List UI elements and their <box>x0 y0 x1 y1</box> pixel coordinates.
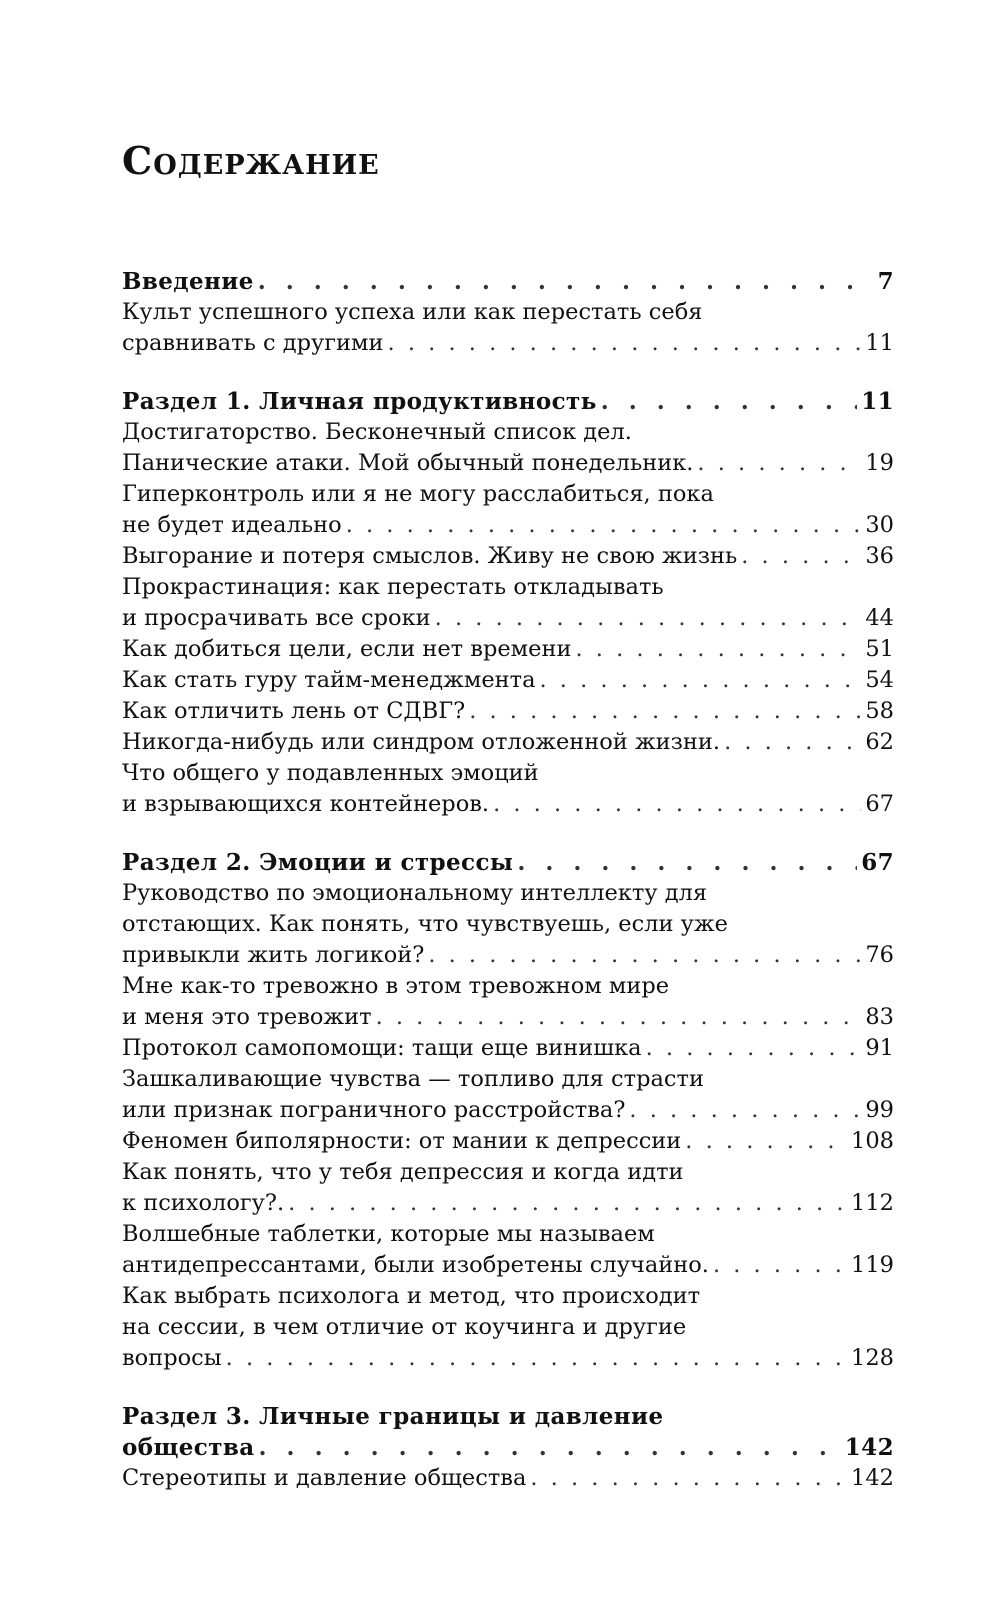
toc-page-number: 11 <box>861 388 894 415</box>
dot-leader <box>646 1033 862 1064</box>
dot-leader <box>469 696 861 727</box>
toc-entry-text: Никогда-нибудь или синдром отложенной жизни. <box>122 729 721 755</box>
dot-leader <box>724 727 861 758</box>
toc-page-number: 51 <box>865 636 894 662</box>
dot-leader <box>685 1126 847 1157</box>
toc-entry-text: Зашкаливающие чувства — топливо для страсти <box>122 1066 704 1092</box>
toc-page-number: 67 <box>865 791 894 817</box>
toc-entry-text: на сессии, в чем отличие от коучинга и другие <box>122 1314 687 1340</box>
toc-page-number: 7 <box>877 268 894 295</box>
toc-section <box>122 847 894 1374</box>
toc-entry <box>122 971 894 1033</box>
toc-entry <box>122 727 894 758</box>
toc-page-number: 44 <box>865 605 894 631</box>
dot-leader <box>388 328 862 359</box>
toc-entry-text: Раздел 1. Личная продуктивность <box>122 388 597 415</box>
toc-entry <box>122 1157 894 1219</box>
dot-leader <box>258 266 862 297</box>
toc-section <box>122 266 894 359</box>
dot-leader <box>697 448 861 479</box>
page-title: Содержание <box>122 138 380 183</box>
toc-entry-text: сравнивать с другими <box>122 330 384 356</box>
toc-page-number: 76 <box>865 942 894 968</box>
toc-page-number: 142 <box>851 1465 894 1491</box>
dot-leader <box>259 1432 841 1463</box>
toc-entry <box>122 572 894 634</box>
toc-entry-text: Как отличить лень от СДВГ? <box>122 698 466 724</box>
toc-page-number: 30 <box>865 512 894 538</box>
table-of-contents <box>122 266 894 1521</box>
toc-entry <box>122 479 894 541</box>
toc-entry-text: Стереотипы и давление общества <box>122 1465 527 1491</box>
toc-entry-text: и просрачивать все сроки <box>122 605 431 631</box>
toc-entry-text: Волшебные таблетки, которые мы называем <box>122 1221 655 1247</box>
toc-section-heading <box>122 847 894 878</box>
dot-leader <box>288 1188 847 1219</box>
toc-entry-text: Выгорание и потеря смыслов. Живу не свою жизнь <box>122 543 738 569</box>
dot-leader <box>530 1463 847 1494</box>
toc-section-heading <box>122 386 894 417</box>
toc-entry-text: Введение <box>122 268 254 295</box>
dot-leader <box>540 665 862 696</box>
toc-page-number: 11 <box>865 330 894 356</box>
toc-page-number: 108 <box>851 1128 894 1154</box>
toc-entry-text: Раздел 3. Личные границы и давление <box>122 1403 664 1430</box>
toc-page-number: 128 <box>851 1345 894 1371</box>
toc-entry <box>122 1033 894 1064</box>
toc-entry-text: и взрывающихся контейнеров. <box>122 791 490 817</box>
toc-entry-text: Протокол самопомощи: тащи еще винишка <box>122 1035 642 1061</box>
dot-leader <box>575 634 861 665</box>
toc-entry-text: антидепрессантами, были изобретены случайно. <box>122 1252 709 1278</box>
toc-entry <box>122 1463 894 1494</box>
dot-leader <box>741 541 861 572</box>
toc-entry-text: Прокрастинация: как перестать откладывать <box>122 574 664 600</box>
toc-entry <box>122 1281 894 1374</box>
dot-leader <box>226 1343 847 1374</box>
toc-entry-text: Феномен биполярности: от мании к депрессии <box>122 1128 682 1154</box>
toc-entry <box>122 634 894 665</box>
toc-entry-text: Культ успешного успеха или как перестать себя <box>122 299 703 325</box>
toc-entry-text: Как стать гуру тайм-менеджмента <box>122 667 536 693</box>
toc-section <box>122 1401 894 1494</box>
dot-leader <box>428 940 861 971</box>
dot-leader <box>493 789 861 820</box>
toc-page-number: 112 <box>851 1190 894 1216</box>
toc-entry-text: не будет идеально <box>122 512 342 538</box>
toc-entry <box>122 541 894 572</box>
toc-page-number: 99 <box>865 1097 894 1123</box>
toc-section-heading <box>122 266 894 297</box>
toc-entry <box>122 417 894 479</box>
toc-entry <box>122 758 894 820</box>
dot-leader <box>601 386 857 417</box>
toc-entry-text: Достигаторство. Бесконечный список дел. <box>122 419 632 445</box>
toc-page-number: 19 <box>865 450 894 476</box>
toc-entry-text: привыкли жить логикой? <box>122 942 425 968</box>
dot-leader <box>376 1002 862 1033</box>
toc-entry-text: Что общего у подавленных эмоций <box>122 760 539 786</box>
toc-entry-text: Раздел 2. Эмоции и стрессы <box>122 849 514 876</box>
toc-page-number: 36 <box>865 543 894 569</box>
toc-entry-text: вопросы <box>122 1345 222 1371</box>
toc-section <box>122 386 894 820</box>
toc-entry-text: к психологу?. <box>122 1190 285 1216</box>
toc-entry <box>122 297 894 359</box>
toc-entry-text: Руководство по эмоциональному интеллекту для <box>122 880 708 906</box>
toc-page-number: 62 <box>865 729 894 755</box>
toc-entry <box>122 665 894 696</box>
dot-leader <box>346 510 862 541</box>
toc-entry <box>122 1064 894 1126</box>
toc-page-number: 58 <box>865 698 894 724</box>
toc-entry-text: Как выбрать психолога и метод, что происходит <box>122 1283 701 1309</box>
toc-entry-text: и меня это тревожит <box>122 1004 372 1030</box>
toc-entry-text: или признак пограничного расстройства? <box>122 1097 626 1123</box>
toc-entry <box>122 878 894 971</box>
toc-page-number: 119 <box>851 1252 894 1278</box>
dot-leader <box>713 1250 847 1281</box>
toc-entry <box>122 696 894 727</box>
toc-page-number: 142 <box>844 1434 894 1461</box>
toc-entry-text: отстающих. Как понять, что чувствуешь, если уже <box>122 911 728 937</box>
toc-entry-text: Гиперконтроль или я не могу расслабиться, пока <box>122 481 714 507</box>
toc-entry-text: Как понять, что у тебя депрессия и когда идти <box>122 1159 684 1185</box>
toc-entry-text: Панические атаки. Мой обычный понедельник. <box>122 450 694 476</box>
dot-leader <box>517 847 857 878</box>
toc-page-number: 67 <box>861 849 894 876</box>
toc-page-number: 83 <box>865 1004 894 1030</box>
toc-page-number: 54 <box>865 667 894 693</box>
toc-entry <box>122 1126 894 1157</box>
dot-leader <box>435 603 862 634</box>
toc-section-heading <box>122 1401 894 1463</box>
toc-entry-text: общества <box>122 1434 255 1461</box>
toc-entry-text: Как добиться цели, если нет времени <box>122 636 572 662</box>
toc-entry-text: Мне как-то тревожно в этом тревожном мире <box>122 973 670 999</box>
dot-leader <box>629 1095 861 1126</box>
toc-page-number: 91 <box>865 1035 894 1061</box>
toc-entry <box>122 1219 894 1281</box>
